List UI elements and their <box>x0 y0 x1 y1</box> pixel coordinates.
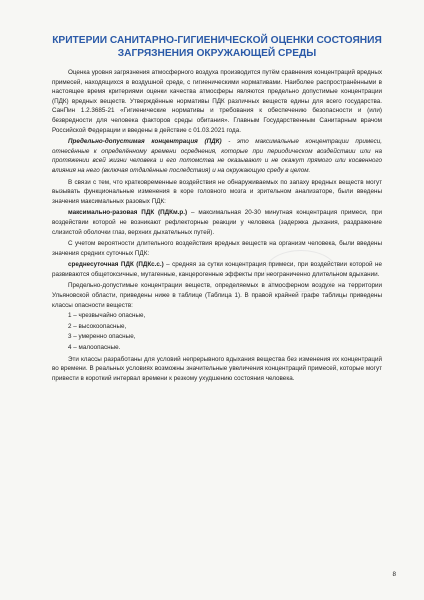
faint-stamp-mark <box>265 250 337 292</box>
pdk-definition-text: - это максимальные концентрации примеси, отнесённые к определённому времени осреднения, которые при периодическом воздействии или на протяжении всей жизни человека и его потомства не оказывают и не окажут прямого или косвенного влияния на него (включая отдалённые последствия) и на окружающую среду в целом. <box>52 138 382 174</box>
page-number: 8 <box>392 571 396 578</box>
list-item: 1 – чрезвычайно опасные, <box>68 312 146 320</box>
pdk-term: Предельно-допустимая концентрация (ПДК) <box>68 138 222 146</box>
paragraph-max-single <box>52 208 382 237</box>
list-item: 3 – умеренно опасные, <box>68 333 136 341</box>
max-single-text: – максимальная 20-30 минутная концентрация примеси, при воздействии которой не возникают рефлекторные реакции у человека (задержка дыхания, раздражение слизистой оболочки глаз, верхних дыхательных путей). <box>52 209 382 236</box>
daily-average-text: – средняя за сутки концентрация примеси, при воздействии которой не развиваются общетоксичные, мутагенные, канцерогенные эффекты при неограниченно длительном вдыхании. <box>52 261 382 278</box>
paragraph-intro: Оценка уровня загрязнения атмосферного воздуха производится путём сравнения концентраций вредных примесей, находящихся в воздушной среде, с гигиеническими нормативами. Наиболее распространёнными в настоящее время критериями оценки качества атмосферы являются предельно допустимые концентрации (ПДК) вредных веществ. Утверждённые нормативы ПДК различных веществ едины для всего государства. СанПин 1.2.3685-21 «Гигиенические нормативы и требования к обеспечению безопасности и (или) безвредности для человека факторов среды обитания». Главным Государственным Санитарным врачом Российской Федерации и введены в действие с 01.03.2021 года. <box>52 69 382 134</box>
paragraph-short-term: В связи с тем, что кратковременные воздействия не обнаруживаемых по запаху вредных веществ могут вызывать функциональные изменения в коре головного мозга и зрительном анализаторе, были введены значения максимальных разовых ПДК: <box>52 178 382 205</box>
title-line-1: КРИТЕРИИ САНИТАРНО-ГИГИЕНИЧЕСКОЙ ОЦЕНКИ СОСТОЯНИЯ <box>52 35 382 46</box>
paragraph-long-term: С учетом вероятности длительного воздействия вредных веществ на организм человека, были введены значения средних суточных ПДК: <box>52 240 382 257</box>
title-line-2: ЗАГРЯЗНЕНИЯ ОКРУЖАЮЩЕЙ СРЕДЫ <box>117 48 317 59</box>
paragraph-region: Предельно-допустимые концентрации веществ, определяемых в атмосферном воздухе на территории Ульяновской области, приведены ниже в таблице (Таблица 1). В правой крайней графе таблицы приведены классы опасности веществ: <box>52 282 382 309</box>
list-item: 2 – высокоопасные, <box>68 322 127 330</box>
max-single-term: максимально-разовая ПДК (ПДКм.р.) <box>68 209 188 217</box>
daily-average-term: среднесуточная ПДК (ПДКс.с.) <box>68 261 164 269</box>
page-title <box>52 34 382 60</box>
list-item: 4 – малоопасные. <box>68 344 121 352</box>
paragraph-pdk-definition <box>52 137 382 175</box>
hazard-class-list <box>52 311 382 352</box>
paragraph-conclusion: Эти классы разработаны для условий непрерывного вдыхания вещества без изменения их концентраций во времени. В реальных условиях возможны значительные увеличения концентраций примесей, которые могут привести в короткий интервал времени к резкому ухудшению состояния человека. <box>52 355 382 382</box>
